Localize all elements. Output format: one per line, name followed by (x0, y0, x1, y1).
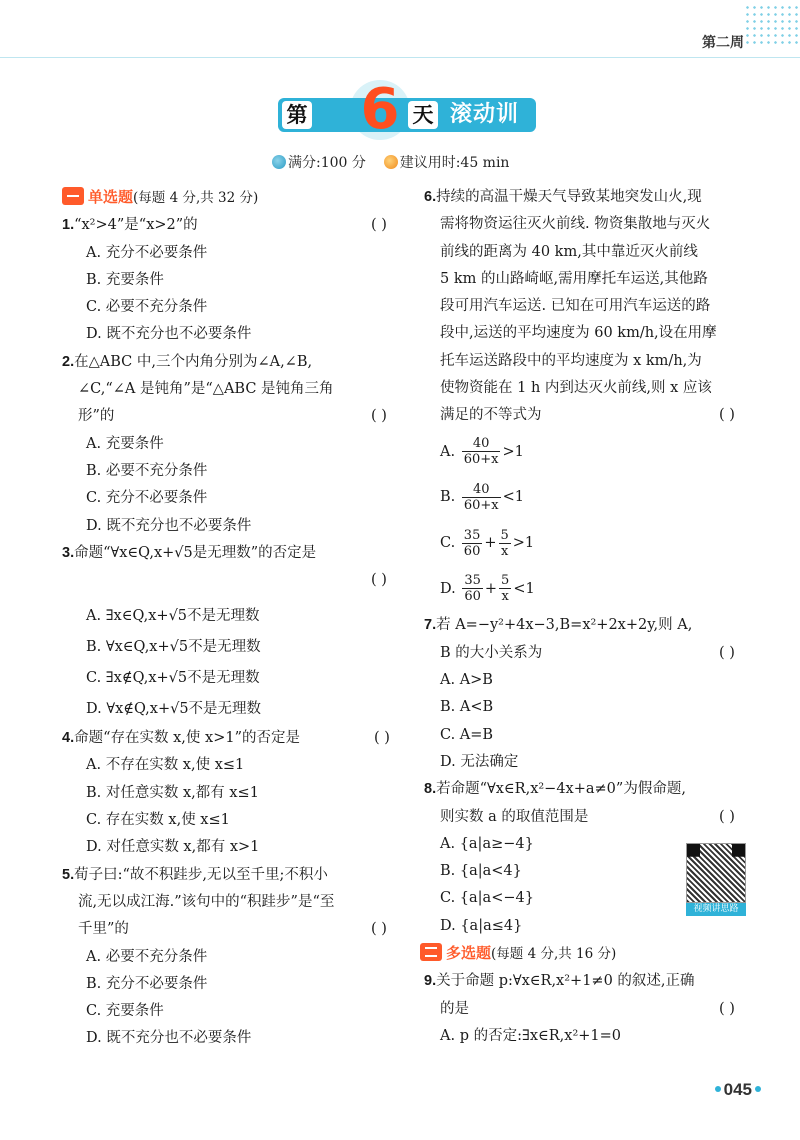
option-b[interactable]: B. 充要条件 (86, 271, 164, 288)
section-note: (每题 4 分,共 32 分) (133, 190, 259, 206)
section-one-icon (62, 187, 84, 205)
score-icon (272, 155, 286, 169)
section-single-choice (62, 184, 402, 212)
answer-blank[interactable]: ( ) (371, 217, 387, 234)
question-text: 命题“∀x∈Q,x+√5是无理数”的否定是 (74, 544, 317, 561)
fraction (462, 573, 483, 604)
option-a[interactable]: A. 不存在实数 x,使 x≤1 (86, 757, 245, 774)
option-a[interactable]: A. 必要不充分条件 (86, 948, 208, 965)
relation: >1 (502, 443, 524, 460)
option-label: B. (440, 489, 456, 506)
q6-line: 段可用汽车运送. 已知在可用汽车运送的路 (440, 298, 711, 315)
question-4 (62, 725, 402, 861)
q6-line: 5 km 的山路崎岖,需用摩托车运送,其他路 (440, 270, 708, 287)
denominator: x (501, 589, 509, 605)
day-number: 6 (360, 77, 400, 142)
denominator: 60+x (463, 452, 499, 468)
q6-line: 满足的不等式为 (440, 407, 542, 424)
answer-blank[interactable]: ( ) (371, 572, 387, 589)
answer-blank[interactable]: ( ) (371, 921, 387, 938)
full-score: 满分:100 分 (288, 155, 366, 171)
question-text-line3: 形”的 (78, 408, 115, 425)
q6-line: 持续的高温干燥天气导致某地突发山火,现 (436, 189, 702, 205)
q6-line: 需将物资运往灭火前线. 物资集散地与灭火 (440, 216, 711, 233)
answer-blank[interactable]: ( ) (374, 730, 390, 747)
denominator: 60 (463, 543, 481, 559)
left-column (62, 184, 402, 1053)
week-label: 第二周 (702, 34, 744, 50)
numerator: 35 (463, 527, 481, 543)
header-divider (0, 57, 800, 58)
question-number: 9. (424, 973, 437, 990)
option-a[interactable]: A. 充分不必要条件 (86, 244, 208, 261)
fraction (462, 436, 501, 467)
question-text-line1: 关于命题 p:∀x∈R,x²+1≠0 的叙述,正确 (436, 973, 695, 990)
option-d[interactable]: D. 对任意实数 x,都有 x>1 (86, 839, 260, 856)
option-c[interactable]: C. 存在实数 x,使 x≤1 (86, 812, 230, 829)
denominator: 60 (464, 589, 481, 605)
question-number: 3. (62, 544, 75, 561)
question-text: 命题“存在实数 x,使 x>1”的否定是 (74, 730, 300, 747)
question-5 (62, 862, 402, 1053)
question-text-line2: ∠C,“∠A 是钝角”是“△ABC 是钝角三角 (78, 381, 334, 398)
fraction (499, 528, 511, 559)
qr-caption: 视频讲思路 (686, 903, 746, 916)
question-number: 6. (424, 189, 437, 205)
relation: <1 (513, 580, 535, 597)
option-a[interactable]: A. 充要条件 (86, 435, 164, 452)
right-column (424, 184, 750, 1050)
banner-title: 滚动训练 (450, 102, 520, 161)
option-a[interactable] (424, 430, 750, 476)
numerator: 5 (501, 573, 510, 589)
relation: >1 (512, 535, 535, 552)
option-label: C. (440, 535, 456, 552)
question-text-line1: 荀子曰:“故不积跬步,无以至千里;不积小 (74, 866, 328, 883)
question-number: 2. (62, 353, 75, 370)
fraction (462, 482, 501, 513)
option-d[interactable]: D. 无法确定 (440, 753, 519, 770)
plus-sign: + (484, 535, 497, 552)
option-a[interactable]: A. {a|a≥−4} (440, 835, 534, 852)
fraction (499, 573, 511, 604)
day-title-banner (278, 77, 536, 161)
question-text-line2: 则实数 a 的取值范围是 (440, 808, 589, 825)
section-note: (每题 4 分,共 16 分) (491, 946, 617, 963)
question-text: “x²>4”是“x>2”的 (74, 217, 198, 234)
option-c[interactable]: C. ∃x∉Q,x+√5不是无理数 (86, 670, 260, 687)
question-text-line1: 若命题“∀x∈R,x²−4x+a≠0”为假命题, (436, 781, 686, 798)
question-number: 5. (62, 866, 75, 883)
numerator: 35 (464, 573, 481, 589)
option-c[interactable]: C. 充要条件 (86, 1003, 164, 1020)
option-label: A. (440, 443, 456, 460)
option-c[interactable]: C. 充分不必要条件 (86, 490, 208, 507)
option-b[interactable]: B. 对任意实数 x,都有 x≤1 (86, 784, 259, 801)
question-number: 8. (424, 781, 437, 798)
question-text-line1: 若 A=−y²+4x−3,B=x²+2x+2y,则 A, (436, 617, 693, 634)
option-d[interactable]: D. {a|a≤4} (440, 917, 523, 934)
option-a[interactable]: A. A>B (440, 672, 493, 689)
option-d[interactable]: D. 既不充分也不必要条件 (86, 326, 252, 343)
option-d[interactable]: D. 既不充分也不必要条件 (86, 517, 252, 534)
header-dot-pattern (744, 4, 800, 48)
denominator: x (500, 543, 509, 559)
banner-di: 第 (282, 101, 312, 129)
option-b[interactable] (424, 475, 750, 521)
qr-code-icon[interactable] (686, 843, 746, 903)
option-b[interactable]: B. 必要不充分条件 (86, 462, 208, 479)
option-b[interactable]: B. 充分不必要条件 (86, 975, 208, 992)
question-text-line2: B 的大小关系为 (440, 644, 543, 661)
question-number: 7. (424, 617, 437, 634)
option-d[interactable] (424, 567, 750, 613)
numerator: 40 (462, 482, 501, 498)
page-number (712, 1080, 764, 1100)
question-text-line2: 的是 (440, 1000, 469, 1017)
option-c[interactable] (424, 521, 750, 567)
option-d[interactable]: D. 既不充分也不必要条件 (86, 1030, 252, 1047)
answer-blank[interactable]: ( ) (719, 808, 735, 825)
question-9 (424, 968, 750, 1050)
q6-line: 使物资能在 1 h 内到达灭火前线,则 x 应该 (440, 380, 712, 397)
option-c[interactable]: C. A=B (440, 726, 494, 743)
relation: <1 (502, 489, 525, 506)
denominator: 60+x (463, 497, 499, 513)
question-6 (424, 184, 750, 612)
qr-code-block[interactable] (686, 843, 746, 915)
banner-tian: 天 (408, 101, 438, 129)
option-a[interactable]: A. ∃x∈Q,x+√5不是无理数 (86, 608, 260, 625)
option-b[interactable]: B. ∀x∈Q,x+√5不是无理数 (86, 639, 261, 656)
option-d[interactable]: D. ∀x∉Q,x+√5不是无理数 (86, 701, 262, 718)
answer-blank[interactable]: ( ) (719, 644, 735, 661)
dot-icon (715, 1086, 721, 1092)
question-1 (62, 212, 402, 348)
question-number: 1. (62, 217, 75, 234)
numerator: 5 (500, 527, 509, 543)
option-c[interactable]: C. 必要不充分条件 (86, 299, 208, 316)
q6-line: 托车运送路段中的平均速度为 x km/h,为 (440, 352, 702, 369)
meta-info (272, 152, 509, 172)
q6-line: 段中,运送的平均速度为 60 km/h,设在用摩 (440, 325, 717, 342)
clock-icon (384, 155, 398, 169)
dot-icon (755, 1086, 761, 1092)
question-text-line1: 在△ABC 中,三个内角分别为∠A,∠B, (74, 353, 313, 370)
question-text-line2: 流,无以成江海.”该句中的“积跬步”是“至 (78, 893, 335, 910)
numerator: 40 (462, 436, 501, 452)
fraction (462, 528, 483, 559)
section-multiple-choice (420, 940, 750, 968)
option-label: D. (440, 580, 456, 597)
option-a[interactable]: A. p 的否定:∃x∈R,x²+1=0 (440, 1027, 622, 1044)
section-title: 单选题 (88, 188, 134, 206)
suggested-time: 建议用时:45 min (399, 155, 510, 171)
section-title: 多选题 (446, 944, 492, 963)
page-number-text: 045 (723, 1080, 752, 1099)
section-two-icon (420, 943, 442, 961)
question-2 (62, 349, 402, 540)
option-b[interactable]: B. A<B (440, 699, 494, 716)
plus-sign: + (484, 580, 498, 597)
answer-blank[interactable]: ( ) (719, 407, 735, 424)
q6-line: 前线的距离为 40 km,其中靠近灭火前线 (440, 243, 698, 260)
question-text-line3: 千里”的 (78, 921, 129, 938)
option-c[interactable]: C. {a|a<−4} (440, 890, 534, 907)
question-3 (62, 540, 402, 725)
answer-blank[interactable]: ( ) (719, 1000, 735, 1017)
question-7 (424, 612, 750, 776)
option-b[interactable]: B. {a|a<4} (440, 863, 522, 880)
question-number: 4. (62, 730, 75, 747)
answer-blank[interactable]: ( ) (371, 408, 387, 425)
